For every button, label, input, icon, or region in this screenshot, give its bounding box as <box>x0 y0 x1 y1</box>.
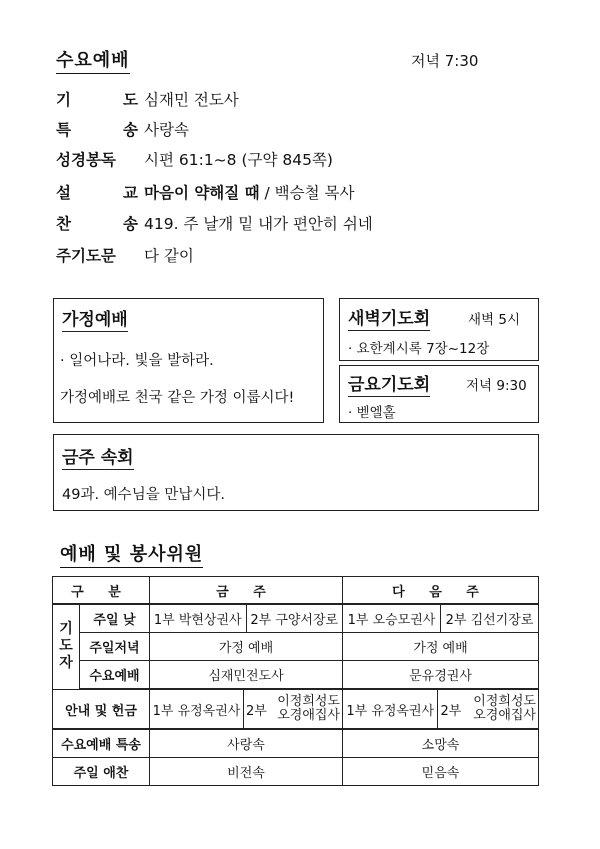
family-worship-title: 가정예배 <box>62 305 128 332</box>
next-week-cell: 1부 유정옥권사 2부 이정희성도 오경애집사 <box>343 689 539 729</box>
header-category: 구 분 <box>53 577 150 605</box>
family-worship-box <box>53 298 324 423</box>
friday-prayer-box <box>339 365 539 423</box>
duty-title: 예배 및 봉사위원 <box>60 540 203 568</box>
table-row <box>53 689 539 729</box>
this-week-cell: 1부 유정옥권사 2부 이정희성도 오경애집사 <box>150 689 343 729</box>
dawn-prayer-time: 새벽 5시 <box>468 312 521 328</box>
row-label: 수요예배 <box>80 661 150 690</box>
cell-group-box <box>53 434 539 511</box>
row-label: 기 도 <box>56 91 138 109</box>
row-value: 시편 61:1~8 (구약 845쪽) <box>144 151 333 169</box>
row-label: 찬 송 <box>56 215 138 233</box>
row-label: 성경봉독 <box>56 151 116 169</box>
row-label: 설 교 <box>56 184 138 202</box>
row-label: 주기도문 <box>56 247 116 265</box>
row-value: 다 같이 <box>144 247 194 265</box>
table-row <box>53 758 539 786</box>
sermon-preacher: / 백승철 목사 <box>259 184 355 202</box>
cell-group-text: 49과. 예수님을 만납시다. <box>62 487 225 503</box>
row-value <box>144 181 354 203</box>
friday-prayer-title: 금요기도회 <box>348 370 430 397</box>
wednesday-time: 저녁 7:30 <box>411 52 479 70</box>
family-worship-line2: 가정예배로 천국 같은 가정 이룹시다! <box>60 390 295 406</box>
family-worship-line1: · 일어나라. 빛을 발하라. <box>60 353 214 369</box>
duty-section <box>60 540 203 568</box>
order-row-hymn <box>56 210 373 236</box>
table-row <box>53 661 539 690</box>
table-row <box>53 729 539 758</box>
row-label: 특 송 <box>56 121 138 139</box>
friday-prayer-time: 저녁 9:30 <box>466 378 527 394</box>
this-week-cell: 사랑속 <box>150 729 343 758</box>
row-label: 안내 및 헌금 <box>53 689 150 729</box>
order-row-sermon <box>56 179 354 205</box>
order-row-lords-prayer <box>56 242 194 268</box>
dawn-prayer-box <box>339 298 539 361</box>
row-value: 사랑속 <box>144 121 189 139</box>
this-week-cell: 비전속 <box>150 758 343 786</box>
wednesday-title: 수요예배 <box>56 46 130 74</box>
sermon-title: 마음이 약해질 때 <box>144 184 260 202</box>
next-week-cell: 문유경권사 <box>343 661 539 690</box>
next-week-cell: 가정 예배 <box>343 633 539 661</box>
this-week-cell: 심재민전도사 <box>150 661 343 690</box>
next-week-cell: 믿음속 <box>343 758 539 786</box>
next-week-cell: 1부 오승모권사 2부 김선기장로 <box>343 604 539 633</box>
this-week-cell: 1부 박현상권사 2부 구양서장로 <box>150 604 343 633</box>
row-value: 심재민 전도사 <box>144 91 239 109</box>
this-week-cell: 가정 예배 <box>150 633 343 661</box>
table-row <box>53 604 539 633</box>
row-label: 주일 애찬 <box>53 758 150 786</box>
dawn-prayer-text: · 요한계시록 7장~12장 <box>348 341 490 357</box>
wednesday-section <box>56 46 130 74</box>
cell-group-title: 금주 속회 <box>62 443 134 470</box>
duty-table <box>52 576 539 786</box>
row-value: 419. 주 날개 밑 내가 편안히 쉬네 <box>144 215 373 233</box>
prayer-group-label: 기 도 자 <box>53 604 80 689</box>
header-this-week: 금 주 <box>150 577 343 605</box>
order-row-special-song <box>56 116 189 142</box>
table-row <box>53 633 539 661</box>
row-label: 주일저녁 <box>80 633 150 661</box>
row-label: 주일 낮 <box>80 604 150 633</box>
row-label: 수요예배 특송 <box>53 729 150 758</box>
friday-prayer-text: · 벧엘홀 <box>348 405 396 421</box>
next-week-cell: 소망속 <box>343 729 539 758</box>
order-row-scripture <box>56 146 333 172</box>
order-row-prayer <box>56 86 239 112</box>
header-next-week: 다 음 주 <box>343 577 539 605</box>
table-header-row <box>53 577 539 605</box>
dawn-prayer-title: 새벽기도회 <box>348 304 430 331</box>
